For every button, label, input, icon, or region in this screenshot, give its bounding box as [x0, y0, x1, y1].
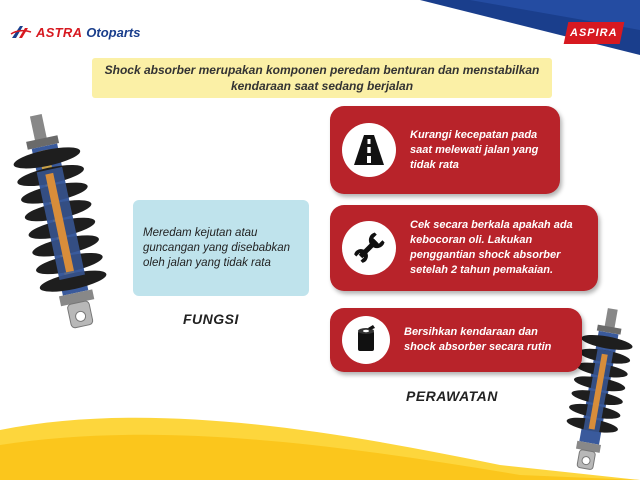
fungsi-label: FUNGSI	[183, 311, 239, 327]
aspira-logo	[564, 22, 625, 44]
perawatan-label: PERAWATAN	[406, 388, 498, 404]
astra-brand-text: ASTRA	[36, 24, 83, 40]
fungsi-description-box	[133, 200, 309, 296]
perawatan-item-text: Cek secara berkala apakah ada kebocoran oli. Lakukan penggantian shock absorber setelah 2 tahun pemakaian.	[410, 219, 573, 276]
perawatan-item-check-oil	[330, 205, 598, 291]
fungsi-description-text: Meredam kejutan atau guncangan yang disebabkan oleh jalan yang tidak rata	[143, 226, 291, 269]
tissue-roll-icon	[342, 316, 390, 364]
intro-banner-text: Shock absorber merupakan komponen peredam benturan dan menstabilkan kendaraan saat sedang berjalan	[104, 63, 540, 93]
perawatan-item-text: Kurangi kecepatan pada saat melewati jalan yang tidak rata	[410, 128, 539, 171]
road-icon	[342, 123, 396, 177]
astra-logo	[10, 24, 140, 40]
wrench-icon	[342, 221, 396, 275]
perawatan-item-text: Bersihkan kendaraan dan shock absorber secara rutin	[404, 326, 552, 353]
astra-sub-text: Otoparts	[86, 24, 141, 40]
astra-logo-icon	[10, 24, 32, 40]
perawatan-item-clean	[330, 308, 582, 372]
intro-banner	[92, 58, 552, 98]
shock-absorber-illustration-left	[8, 108, 118, 340]
aspira-logo-text: ASPIRA	[570, 27, 618, 39]
perawatan-item-slow-down	[330, 106, 560, 194]
bottom-wave-decoration	[0, 390, 640, 480]
